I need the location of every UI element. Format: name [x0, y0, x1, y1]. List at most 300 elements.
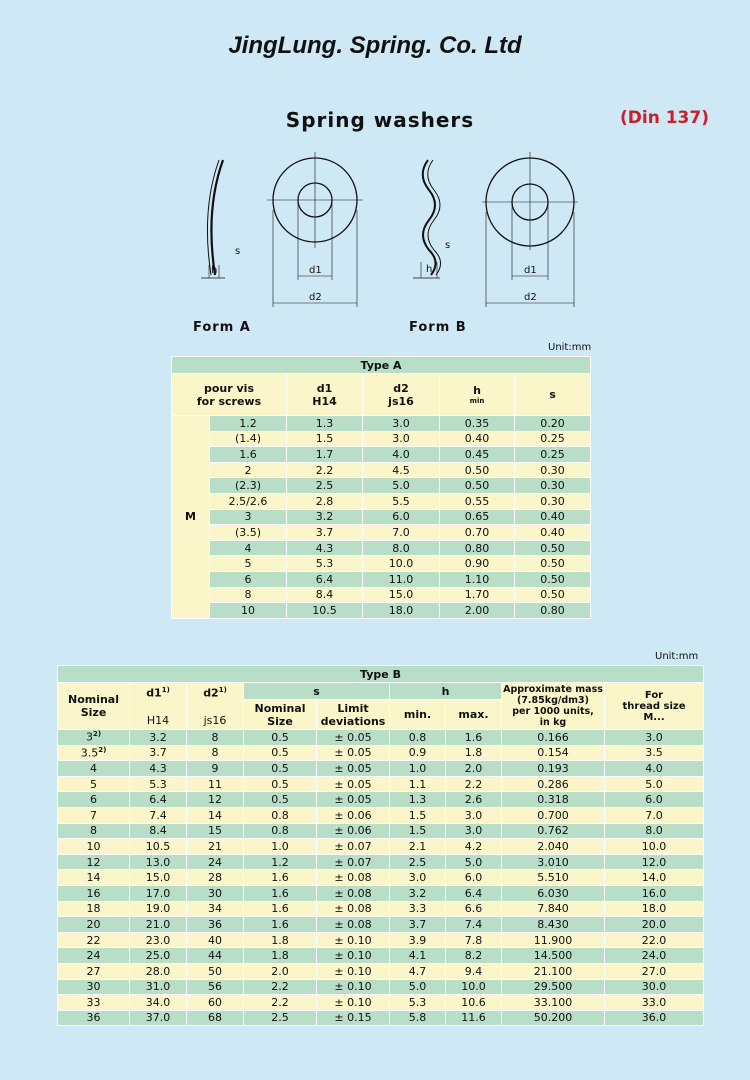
header-d2: d2 js16: [363, 374, 440, 416]
table-cell: 5.3: [130, 776, 187, 792]
header-h: h min: [440, 374, 515, 416]
form-b-label: Form B: [409, 320, 467, 335]
table-row: [58, 995, 704, 1011]
table-cell: 6.6: [446, 901, 502, 917]
table-cell: 3.010: [502, 854, 605, 870]
table-cell: 0.40: [515, 509, 591, 525]
table-cell: 33.100: [502, 995, 605, 1011]
table-cell: ± 0.10: [317, 995, 390, 1011]
table-cell: 14.0: [605, 870, 704, 886]
table-cell: 10.0: [446, 979, 502, 995]
table-cell: ± 0.08: [317, 901, 390, 917]
table-cell: 4: [58, 761, 130, 777]
table-row: [172, 540, 591, 556]
table-cell: 2.5/2.6: [210, 493, 287, 509]
table-cell: 10.5: [130, 839, 187, 855]
table-cell: 2.2: [446, 776, 502, 792]
table-cell: 0.762: [502, 823, 605, 839]
table-cell: 11.900: [502, 932, 605, 948]
table-cell: 6: [210, 571, 287, 587]
table-cell: 10.5: [287, 603, 363, 619]
table-row: [172, 447, 591, 463]
table-row: [172, 603, 591, 619]
table-cell: 15: [187, 823, 244, 839]
table-cell: 0.90: [440, 556, 515, 572]
table-cell: 0.5: [244, 776, 317, 792]
table-cell: 0.30: [515, 493, 591, 509]
table-cell: 5.0: [363, 478, 440, 494]
table-cell: 36.0: [605, 1010, 704, 1026]
type-b-title: Type B: [58, 666, 704, 683]
table-row: [172, 525, 591, 541]
header-s: s: [515, 374, 591, 416]
table-cell: 27.0: [605, 963, 704, 979]
table-cell: 1.5: [390, 823, 446, 839]
table-row: [58, 932, 704, 948]
table-row: [58, 776, 704, 792]
table-cell: 3.7: [390, 917, 446, 933]
table-cell: 4.0: [363, 447, 440, 463]
table-row: [172, 587, 591, 603]
table-cell: 2.5: [244, 1010, 317, 1026]
table-cell: 0.5: [244, 745, 317, 761]
table-cell: 3.5: [605, 745, 704, 761]
table-cell: 1.10: [440, 571, 515, 587]
table-row: [58, 979, 704, 995]
table-cell: 20: [58, 917, 130, 933]
label-s-a: s: [235, 246, 241, 257]
table-cell: 0.50: [515, 571, 591, 587]
table-cell: 10: [58, 839, 130, 855]
table-cell: ± 0.08: [317, 885, 390, 901]
washer-drawings: [185, 150, 585, 315]
form-a-label: Form A: [193, 320, 251, 335]
table-cell: 0.193: [502, 761, 605, 777]
header-b-h-min: min.: [390, 700, 446, 730]
table-cell: 11: [187, 776, 244, 792]
table-cell: 9.4: [446, 963, 502, 979]
table-cell: 6.0: [446, 870, 502, 886]
table-cell: 7: [58, 807, 130, 823]
table-cell: ± 0.10: [317, 963, 390, 979]
header-b-d1: d1$^{1)}$ H14: [130, 683, 187, 730]
table-cell: 1.6: [244, 885, 317, 901]
table-cell: 1.5: [390, 807, 446, 823]
table-row: [58, 807, 704, 823]
table-cell: 8.430: [502, 917, 605, 933]
table-row: [58, 839, 704, 855]
table-cell: 25.0: [130, 948, 187, 964]
table-cell: 7.0: [605, 807, 704, 823]
table-cell: ± 0.08: [317, 917, 390, 933]
label-d1-b: d1: [524, 265, 537, 276]
table-cell: 2.00: [440, 603, 515, 619]
table-cell: ± 0.07: [317, 839, 390, 855]
table-row: [58, 761, 704, 777]
group-m-cell: M: [172, 416, 210, 619]
header-b-s: s: [244, 683, 390, 700]
table-cell: 68: [187, 1010, 244, 1026]
table-cell: 7.8: [446, 932, 502, 948]
table-cell: 3.3: [390, 901, 446, 917]
table-cell: 10.6: [446, 995, 502, 1011]
table-cell: 1.6: [244, 870, 317, 886]
table-cell: 21: [187, 839, 244, 855]
table-cell: 6.0: [363, 509, 440, 525]
table-cell: 10.0: [363, 556, 440, 572]
table-cell: 34.0: [130, 995, 187, 1011]
table-row: [58, 885, 704, 901]
table-cell: 0.40: [440, 431, 515, 447]
table-cell: 4: [210, 540, 287, 556]
table-cell: 4.1: [390, 948, 446, 964]
table-cell: 15.0: [363, 587, 440, 603]
table-cell: 0.166: [502, 730, 605, 746]
table-cell: 8.4: [287, 587, 363, 603]
table-cell: 22.0: [605, 932, 704, 948]
table-cell: 0.286: [502, 776, 605, 792]
table-cell: 0.65: [440, 509, 515, 525]
table-cell: 5.5: [363, 493, 440, 509]
table-cell: 2.2: [244, 995, 317, 1011]
table-cell: 0.55: [440, 493, 515, 509]
table-row: [172, 556, 591, 572]
table-row: [58, 901, 704, 917]
table-cell: 4.7: [390, 963, 446, 979]
document-title: Spring washers: [285, 108, 475, 132]
table-cell: (3.5): [210, 525, 287, 541]
table-cell: 2.5: [287, 478, 363, 494]
table-cell: ± 0.07: [317, 854, 390, 870]
table-cell: 0.9: [390, 745, 446, 761]
table-cell: 60: [187, 995, 244, 1011]
table-cell: 7.4: [446, 917, 502, 933]
table-cell: 4.2: [446, 839, 502, 855]
table-cell: 5.510: [502, 870, 605, 886]
table-cell: 0.80: [515, 603, 591, 619]
table-cell: 33.0: [605, 995, 704, 1011]
table-cell: 1.5: [287, 431, 363, 447]
table-cell: 3.5$^{2)}$: [58, 745, 130, 761]
table-cell: 21.0: [130, 917, 187, 933]
header-b-s-limit: Limit deviations: [317, 700, 390, 730]
table-cell: 0.50: [515, 540, 591, 556]
table-cell: 8: [187, 745, 244, 761]
label-d2-b: d2: [524, 292, 537, 303]
table-cell: 12.0: [605, 854, 704, 870]
type-a-table: [171, 356, 591, 619]
header-b-s-nominal: Nominal Size: [244, 700, 317, 730]
table-cell: 1.1: [390, 776, 446, 792]
table-row: [172, 416, 591, 432]
table-row: [58, 870, 704, 886]
table-cell: 3.0: [363, 416, 440, 432]
table-row: [58, 854, 704, 870]
table-cell: 3.0: [605, 730, 704, 746]
unit-label-b: Unit:mm: [655, 651, 699, 662]
table-cell: 14: [187, 807, 244, 823]
table-cell: (2.3): [210, 478, 287, 494]
table-cell: 0.8: [244, 807, 317, 823]
table-cell: 7.4: [130, 807, 187, 823]
table-cell: 8.4: [130, 823, 187, 839]
table-cell: 15.0: [130, 870, 187, 886]
table-cell: 17.0: [130, 885, 187, 901]
table-cell: ± 0.05: [317, 792, 390, 808]
table-cell: 5.0: [605, 776, 704, 792]
table-cell: 6.030: [502, 885, 605, 901]
table-row: [58, 730, 704, 746]
table-cell: 0.50: [440, 462, 515, 478]
table-cell: 6.4: [446, 885, 502, 901]
table-cell: 8.0: [605, 823, 704, 839]
table-cell: 2.8: [287, 493, 363, 509]
table-cell: 0.80: [440, 540, 515, 556]
table-cell: 3.2: [390, 885, 446, 901]
table-cell: 8: [58, 823, 130, 839]
table-cell: ± 0.15: [317, 1010, 390, 1026]
table-cell: 8: [187, 730, 244, 746]
table-cell: 0.50: [440, 478, 515, 494]
table-cell: 0.40: [515, 525, 591, 541]
label-d1-a: d1: [309, 265, 322, 276]
table-cell: 11.0: [363, 571, 440, 587]
table-cell: 24: [58, 948, 130, 964]
table-cell: 2.040: [502, 839, 605, 855]
header-screw: pour vis for screws: [172, 374, 287, 416]
table-cell: 0.154: [502, 745, 605, 761]
label-h-a: h: [211, 265, 218, 276]
header-nominal-size: Nominal Size: [58, 683, 130, 730]
table-cell: 1.70: [440, 587, 515, 603]
table-cell: 16: [58, 885, 130, 901]
table-cell: 36: [187, 917, 244, 933]
table-cell: 30.0: [605, 979, 704, 995]
table-cell: 40: [187, 932, 244, 948]
table-cell: 1.6: [446, 730, 502, 746]
table-cell: ± 0.05: [317, 776, 390, 792]
table-cell: 0.20: [515, 416, 591, 432]
table-cell: 5.3: [287, 556, 363, 572]
table-row: [172, 431, 591, 447]
table-cell: 7.0: [363, 525, 440, 541]
table-cell: 3.0: [446, 823, 502, 839]
table-row: [172, 493, 591, 509]
table-cell: (1.4): [210, 431, 287, 447]
table-cell: 0.5: [244, 761, 317, 777]
table-cell: 28: [187, 870, 244, 886]
table-cell: ± 0.05: [317, 730, 390, 746]
table-row: [58, 745, 704, 761]
unit-label-a: Unit:mm: [548, 342, 592, 353]
table-row: [58, 1010, 704, 1026]
table-cell: 6.4: [287, 571, 363, 587]
label-h-b: h: [426, 264, 433, 275]
table-cell: 0.5: [244, 730, 317, 746]
table-cell: 5.0: [390, 979, 446, 995]
table-cell: 34: [187, 901, 244, 917]
table-cell: 1.3: [287, 416, 363, 432]
table-cell: 3.2: [287, 509, 363, 525]
type-a-title: Type A: [172, 357, 591, 374]
type-b-table: [57, 665, 704, 1026]
table-cell: 16.0: [605, 885, 704, 901]
table-cell: 6: [58, 792, 130, 808]
table-cell: 28.0: [130, 963, 187, 979]
table-cell: 30: [187, 885, 244, 901]
table-cell: 0.50: [515, 556, 591, 572]
table-cell: 4.3: [287, 540, 363, 556]
table-cell: 22: [58, 932, 130, 948]
table-cell: 33: [58, 995, 130, 1011]
table-cell: 1.6: [210, 447, 287, 463]
table-cell: 3.7: [130, 745, 187, 761]
table-cell: 2.5: [390, 854, 446, 870]
table-cell: 24.0: [605, 948, 704, 964]
table-cell: 1.8: [244, 932, 317, 948]
table-cell: 9: [187, 761, 244, 777]
table-cell: 13.0: [130, 854, 187, 870]
table-cell: 27: [58, 963, 130, 979]
table-cell: 12: [58, 854, 130, 870]
table-cell: 36: [58, 1010, 130, 1026]
table-cell: 8.0: [363, 540, 440, 556]
table-cell: ± 0.06: [317, 807, 390, 823]
company-name: JingLung. Spring. Co. Ltd: [228, 32, 522, 59]
table-cell: 4.0: [605, 761, 704, 777]
table-cell: 30: [58, 979, 130, 995]
table-row: [172, 478, 591, 494]
table-cell: 3.0: [446, 807, 502, 823]
table-cell: 1.6: [244, 917, 317, 933]
table-cell: 7.840: [502, 901, 605, 917]
table-cell: ± 0.05: [317, 745, 390, 761]
table-cell: ± 0.10: [317, 979, 390, 995]
table-row: [172, 571, 591, 587]
table-cell: 0.45: [440, 447, 515, 463]
table-cell: 3.0: [363, 431, 440, 447]
table-cell: 6.4: [130, 792, 187, 808]
standard-label: (Din 137): [620, 108, 709, 128]
table-cell: 56: [187, 979, 244, 995]
table-cell: 2.1: [390, 839, 446, 855]
table-cell: 0.30: [515, 462, 591, 478]
table-cell: 14.500: [502, 948, 605, 964]
table-cell: 20.0: [605, 917, 704, 933]
label-s-b: s: [445, 240, 451, 251]
table-cell: 0.25: [515, 431, 591, 447]
table-cell: 2.2: [244, 979, 317, 995]
table-row: [58, 963, 704, 979]
table-cell: 29.500: [502, 979, 605, 995]
table-cell: 1.8: [446, 745, 502, 761]
table-row: [58, 823, 704, 839]
table-cell: 2.6: [446, 792, 502, 808]
table-cell: 50.200: [502, 1010, 605, 1026]
table-row: [58, 917, 704, 933]
table-cell: 21.100: [502, 963, 605, 979]
table-cell: 8.2: [446, 948, 502, 964]
table-cell: 3.9: [390, 932, 446, 948]
table-cell: 18.0: [605, 901, 704, 917]
header-d1: d1 H14: [287, 374, 363, 416]
label-d2-a: d2: [309, 292, 322, 303]
table-cell: 50: [187, 963, 244, 979]
table-cell: 10.0: [605, 839, 704, 855]
table-cell: 14: [58, 870, 130, 886]
table-cell: 1.8: [244, 948, 317, 964]
table-cell: 1.3: [390, 792, 446, 808]
header-b-h-max: max.: [446, 700, 502, 730]
table-cell: 3: [210, 509, 287, 525]
table-row: [58, 792, 704, 808]
table-cell: 0.25: [515, 447, 591, 463]
table-cell: 3.0: [390, 870, 446, 886]
table-row: [172, 462, 591, 478]
table-cell: 1.0: [244, 839, 317, 855]
table-cell: 0.70: [440, 525, 515, 541]
table-cell: 10: [210, 603, 287, 619]
table-cell: 24: [187, 854, 244, 870]
header-b-d2: d2$^{1)}$ js16: [187, 683, 244, 730]
table-cell: 2.0: [244, 963, 317, 979]
table-cell: 44: [187, 948, 244, 964]
table-cell: 1.2: [210, 416, 287, 432]
table-cell: 0.30: [515, 478, 591, 494]
table-cell: 0.50: [515, 587, 591, 603]
table-cell: 8: [210, 587, 287, 603]
table-cell: 0.318: [502, 792, 605, 808]
table-cell: 18: [58, 901, 130, 917]
header-b-mass: Approximate mass (7.85kg/dm3) per 1000 units, in kg: [503, 684, 603, 728]
table-cell: 6.0: [605, 792, 704, 808]
table-row: [172, 509, 591, 525]
table-cell: 1.2: [244, 854, 317, 870]
table-cell: ± 0.10: [317, 932, 390, 948]
table-cell: 5: [210, 556, 287, 572]
table-cell: 3$^{2)}$: [58, 730, 130, 746]
table-cell: 1.7: [287, 447, 363, 463]
table-cell: 5.8: [390, 1010, 446, 1026]
table-cell: ± 0.05: [317, 761, 390, 777]
table-cell: 11.6: [446, 1010, 502, 1026]
table-cell: 4.5: [363, 462, 440, 478]
table-cell: 5.3: [390, 995, 446, 1011]
table-cell: 0.5: [244, 792, 317, 808]
table-cell: 2.2: [287, 462, 363, 478]
table-cell: 3.7: [287, 525, 363, 541]
table-cell: 0.700: [502, 807, 605, 823]
table-cell: 1.0: [390, 761, 446, 777]
table-cell: 2: [210, 462, 287, 478]
table-cell: 3.2: [130, 730, 187, 746]
table-cell: 5.0: [446, 854, 502, 870]
table-cell: 0.8: [390, 730, 446, 746]
table-cell: 37.0: [130, 1010, 187, 1026]
table-cell: 0.35: [440, 416, 515, 432]
table-cell: 31.0: [130, 979, 187, 995]
table-cell: 19.0: [130, 901, 187, 917]
table-row: [58, 948, 704, 964]
table-cell: ± 0.08: [317, 870, 390, 886]
header-b-thread: For thread size M...: [605, 683, 704, 730]
table-cell: 4.3: [130, 761, 187, 777]
table-cell: 5: [58, 776, 130, 792]
table-cell: 23.0: [130, 932, 187, 948]
table-cell: 2.0: [446, 761, 502, 777]
table-cell: 12: [187, 792, 244, 808]
table-cell: 18.0: [363, 603, 440, 619]
